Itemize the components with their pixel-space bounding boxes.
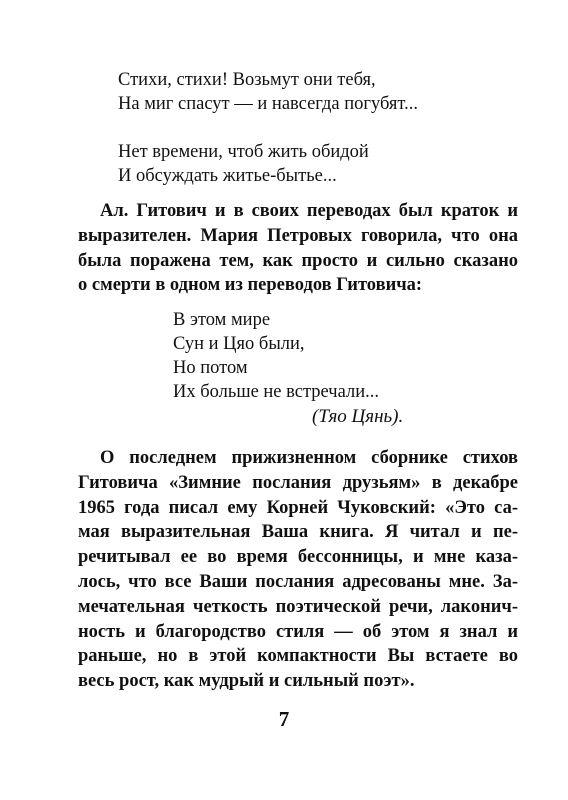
verse-line: Но потом xyxy=(173,358,248,378)
paragraph-line: выразителен. Мария Петровых говорила, что она xyxy=(78,225,518,246)
verse-line: Их больше не встречали... xyxy=(173,382,379,402)
verse-stanza-1 xyxy=(118,68,418,116)
paragraph-line: 1965 года писал ему Корней Чуковский: «Это са- xyxy=(78,497,518,518)
paragraph-line: О последнем прижизненном сборнике стихов xyxy=(100,448,518,468)
paragraph-line: ность и благородство стиля — об этом я знал и xyxy=(78,621,518,642)
verse-line: И обсуждать житье-бытье... xyxy=(118,166,337,186)
verse-line: Сун и Цяо были, xyxy=(173,334,305,354)
paragraph-gitovich-translations xyxy=(78,199,518,298)
paragraph-line: весь рост, как мудрый и сильный поэт». xyxy=(78,671,415,692)
paragraph-line: Ал. Гитович и в своих переводах был краток и xyxy=(100,201,518,221)
verse-stanza-2 xyxy=(118,140,369,188)
verse-line: Стихи, стихи! Возьмут они тебя, xyxy=(118,70,376,90)
paragraph-line: мая выразительная Ваша книга. Я читал и пе- xyxy=(78,522,518,543)
paragraph-line: была поражена тем, как просто и сильно сказано xyxy=(78,250,518,271)
verse-line: На миг спасут — и навсегда погубят... xyxy=(118,94,418,114)
verse-stanza-translation xyxy=(173,308,379,404)
paragraph-line: лось, что все Ваши послания адресованы мне. За- xyxy=(78,571,518,592)
paragraph-chukovsky-letter xyxy=(78,446,518,694)
paragraph-line: Гитовича «Зимние послания друзьям» в декабре xyxy=(78,472,518,493)
paragraph-line: о смерти в одном из переводов Гитовича: xyxy=(78,275,423,296)
verse-line: В этом мире xyxy=(173,310,271,330)
paragraph-line: мечательная четкость поэтической речи, лаконич- xyxy=(78,596,518,617)
verse-attribution: (Тяо Цянь). xyxy=(312,406,404,427)
verse-line: Нет времени, чтоб жить обидой xyxy=(118,142,369,162)
paragraph-line: раньше, но в этой компактности Вы встаете во xyxy=(78,646,518,667)
paragraph-line: речитывал ее во время бессонницы, и мне каза- xyxy=(78,547,518,568)
page-number: 7 xyxy=(278,707,290,731)
